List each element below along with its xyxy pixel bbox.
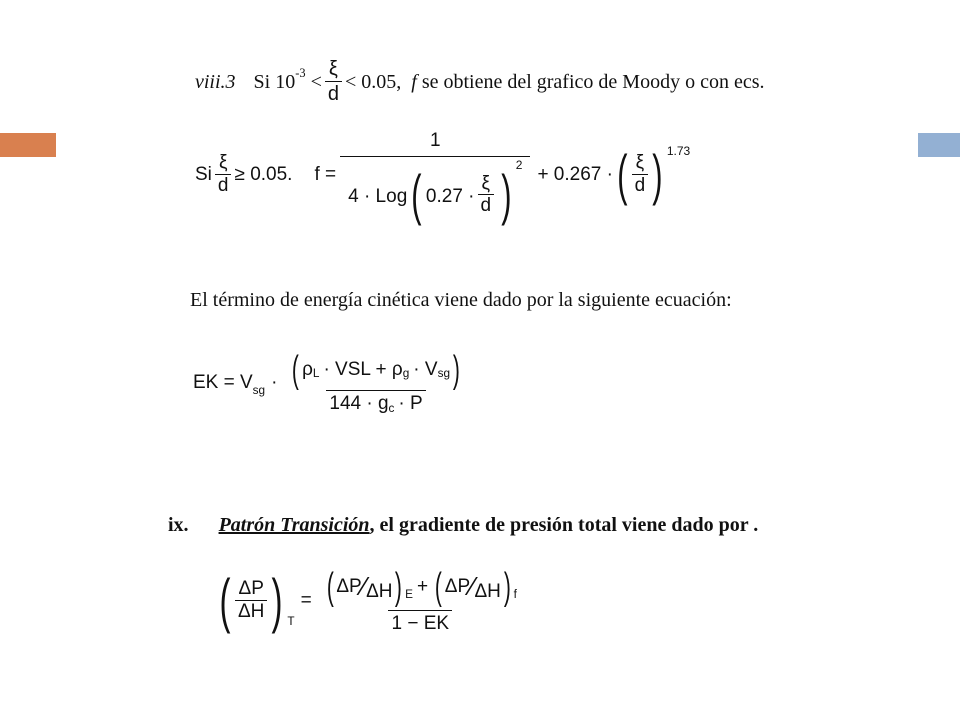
ek-equation: [193, 343, 469, 423]
log-inner: 0.27 ·: [425, 186, 475, 208]
power-exponent: 1.73: [666, 144, 691, 158]
ek-lhs: EK = V: [193, 372, 253, 393]
sub-g: g: [402, 367, 410, 381]
vsl-term: · VSL + ρ: [323, 358, 403, 380]
delta-h: ΔH: [235, 600, 267, 623]
left-paren: (: [617, 143, 628, 206]
right-paren: ): [452, 348, 460, 391]
right-paren: ): [503, 565, 511, 608]
section-ix-line: [168, 514, 758, 537]
section-viii-line: [195, 52, 764, 112]
den-b: · P: [398, 392, 423, 414]
dp-dh-fraction: [235, 579, 267, 623]
delta-h: ΔH: [366, 580, 393, 602]
condition: ≥ 0.05.: [234, 164, 293, 185]
sub-f: f: [513, 588, 517, 602]
f-equals: f =: [314, 164, 337, 185]
ek-numerator: [286, 348, 465, 391]
sub-e: E: [405, 588, 413, 602]
right-paren: ): [395, 565, 403, 608]
slash: ⁄: [361, 570, 367, 601]
equals: =: [300, 590, 312, 611]
left-paren: (: [292, 348, 300, 391]
right-paren: ): [501, 163, 512, 227]
delta-p: ΔP: [444, 575, 471, 597]
delta-p: ΔP: [336, 575, 362, 597]
section-number: viii.3: [195, 70, 236, 93]
xi-symbol: ξ: [328, 58, 338, 80]
orange-accent-bar: [0, 133, 56, 157]
right-paren: ): [652, 143, 663, 206]
inner-fraction: [478, 174, 495, 218]
xi-symbol: ξ: [481, 172, 491, 194]
section-viii-text: se obtiene del grafico de Moody o con ecs.: [421, 70, 765, 93]
si-label: Si: [253, 70, 271, 93]
pattern-name: Patrón Transición: [218, 514, 370, 536]
left-paren: (: [411, 163, 422, 227]
upper-bound: < 0.05,: [344, 70, 402, 93]
square-exponent: 2: [515, 158, 523, 173]
plus-term: + 0.267 ·: [537, 164, 613, 185]
sub-t: T: [287, 614, 295, 628]
one-minus-ek: 1 − EK: [388, 610, 452, 635]
delta-h: ΔH: [474, 580, 501, 602]
blue-accent-bar: [918, 133, 960, 157]
xi-symbol: ξ: [218, 152, 228, 174]
rho-symbol: ρ: [302, 358, 313, 380]
dot: ·: [271, 372, 278, 393]
total-fraction: [321, 565, 520, 635]
friction-equation: [195, 129, 691, 250]
si-label: Si: [195, 164, 212, 185]
section-number: ix.: [168, 514, 189, 536]
slash: ⁄: [470, 570, 475, 601]
d-symbol: d: [325, 81, 342, 105]
sub-c: c: [388, 401, 395, 415]
vg-term: · V: [413, 358, 438, 380]
total-numerator: [321, 565, 520, 610]
roughness-fraction: [215, 153, 232, 197]
delta-p: ΔP: [238, 578, 264, 600]
ten-base: 10: [275, 70, 296, 93]
less-than: <: [310, 70, 322, 93]
left-paren: (: [326, 565, 334, 608]
log-prefix: 4 · Log: [348, 186, 408, 208]
d-symbol: d: [478, 194, 495, 217]
f-symbol: f: [411, 70, 417, 93]
sub-sg: sg: [437, 367, 450, 381]
vsg-subscript: sg: [252, 383, 266, 397]
d-symbol: d: [215, 174, 232, 197]
den-a: 144 · g: [329, 392, 389, 414]
log-denominator: [340, 156, 530, 227]
main-fraction: [340, 129, 530, 227]
sub-l: L: [312, 367, 320, 381]
left-paren: (: [219, 567, 231, 634]
roughness-fraction: [632, 153, 649, 197]
d-symbol: d: [632, 174, 649, 197]
numerator-one: 1: [429, 129, 441, 151]
ek-denominator: [326, 390, 425, 416]
plus: +: [417, 575, 429, 597]
total-gradient-equation: [215, 556, 523, 646]
left-paren: (: [434, 565, 442, 608]
right-paren: ): [271, 567, 283, 634]
exponent: -3: [295, 66, 306, 80]
ek-fraction: [286, 348, 465, 416]
roughness-fraction: [325, 59, 342, 105]
section-ix-text: , el gradiente de presión total viene dado por .: [369, 514, 759, 536]
xi-symbol: ξ: [635, 152, 645, 174]
ek-description: El término de energía cinética viene dado por la siguiente ecuación:: [190, 289, 732, 311]
